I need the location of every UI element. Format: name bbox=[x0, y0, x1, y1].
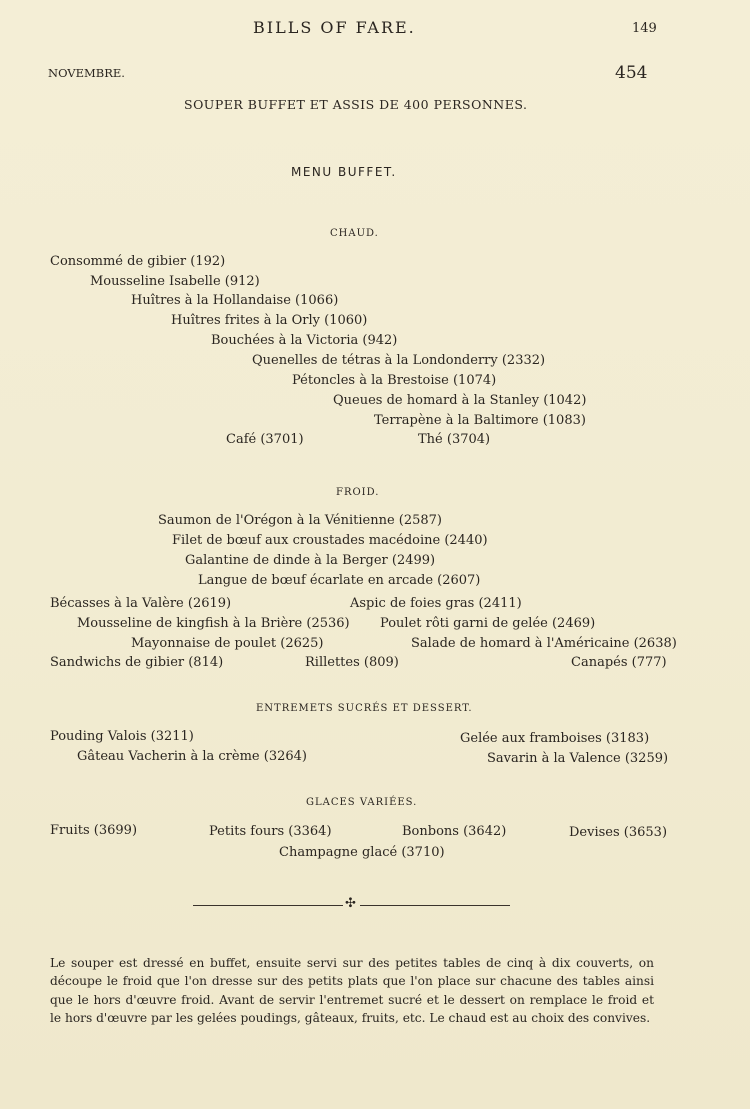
glace-item: Petits fours (3364) bbox=[209, 824, 332, 839]
page-number: 149 bbox=[632, 21, 657, 36]
glaces-heading: GLACES VARIÉES. bbox=[306, 797, 418, 808]
glace-item: Bonbons (3642) bbox=[402, 824, 507, 839]
divider-rule-left bbox=[193, 905, 343, 906]
chaud-item: Mousseline Isabelle (912) bbox=[90, 274, 260, 289]
froid-heading: FROID. bbox=[336, 487, 380, 498]
divider-rule-right bbox=[360, 905, 510, 906]
entremets-heading: ENTREMETS SUCRÉS ET DESSERT. bbox=[256, 703, 473, 714]
footer-paragraph: Le souper est dressé en buffet, ensuite servi sur des petites tables de cinq à dix couverts, on découpe le froid que l'on dresse sur des petits plats que l'on place sur chacune des tables ainsi que le hors d'œuvre froid. Avant de servir l'entremet sucré et le dessert on remplace le froid et le hors d'œuvre par les gelées poudings, gâteaux, fruits, etc. Le chaud est au choix des convives. bbox=[50, 956, 654, 1025]
chaud-item: Pétoncles à la Brestoise (1074) bbox=[292, 373, 497, 388]
glace-item: Fruits (3699) bbox=[50, 823, 138, 838]
froid-item: Saumon de l'Orégon à la Vénitienne (2587) bbox=[158, 513, 443, 528]
froid-item: Mayonnaise de poulet (2625) bbox=[131, 636, 324, 651]
running-title: BILLS OF FARE. bbox=[253, 18, 416, 37]
chaud-item: Terrapène à la Baltimore (1083) bbox=[374, 413, 586, 428]
froid-item: Mousseline de kingfish à la Brière (2536) bbox=[77, 616, 350, 631]
drink-item: Café (3701) bbox=[226, 432, 304, 447]
chaud-item: Quenelles de tétras à la Londonderry (2332) bbox=[252, 353, 546, 368]
chaud-item: Consommé de gibier (192) bbox=[50, 254, 226, 269]
froid-item: Aspic de foies gras (2411) bbox=[350, 596, 522, 611]
froid-item: Poulet rôti garni de gelée (2469) bbox=[380, 616, 596, 631]
month-label: NOVEMBRE. bbox=[48, 66, 125, 80]
froid-item: Sandwichs de gibier (814) bbox=[50, 655, 224, 670]
chaud-item: Queues de homard à la Stanley (1042) bbox=[333, 393, 587, 408]
froid-item: Filet de bœuf aux croustades macédoine (2440) bbox=[172, 533, 488, 548]
froid-item: Canapés (777) bbox=[571, 655, 667, 670]
froid-item: Bécasses à la Valère (2619) bbox=[50, 596, 232, 611]
entremet-item: Gelée aux framboises (3183) bbox=[460, 731, 650, 746]
divider-ornament: ✣ bbox=[345, 896, 356, 911]
menu-title: MENU BUFFET. bbox=[291, 165, 397, 179]
menu-number: 454 bbox=[615, 63, 648, 83]
entremet-item: Pouding Valois (3211) bbox=[50, 729, 194, 744]
froid-item: Galantine de dinde à la Berger (2499) bbox=[185, 553, 436, 568]
drink-item: Thé (3704) bbox=[418, 432, 491, 447]
glace-item: Champagne glacé (3710) bbox=[279, 845, 445, 860]
entremet-item: Gâteau Vacherin à la crème (3264) bbox=[77, 749, 307, 764]
chaud-item: Huîtres frites à la Orly (1060) bbox=[171, 313, 368, 328]
froid-item: Langue de bœuf écarlate en arcade (2607) bbox=[198, 573, 481, 588]
entremet-item: Savarin à la Valence (3259) bbox=[487, 751, 669, 766]
chaud-heading: CHAUD. bbox=[330, 228, 379, 239]
froid-item: Rillettes (809) bbox=[305, 655, 399, 670]
event-title: SOUPER BUFFET ET ASSIS DE 400 PERSONNES. bbox=[184, 97, 528, 112]
chaud-item: Bouchées à la Victoria (942) bbox=[211, 333, 398, 348]
froid-item: Salade de homard à l'Américaine (2638) bbox=[411, 636, 677, 651]
glace-item: Devises (3653) bbox=[569, 825, 668, 840]
chaud-item: Huîtres à la Hollandaise (1066) bbox=[131, 293, 339, 308]
